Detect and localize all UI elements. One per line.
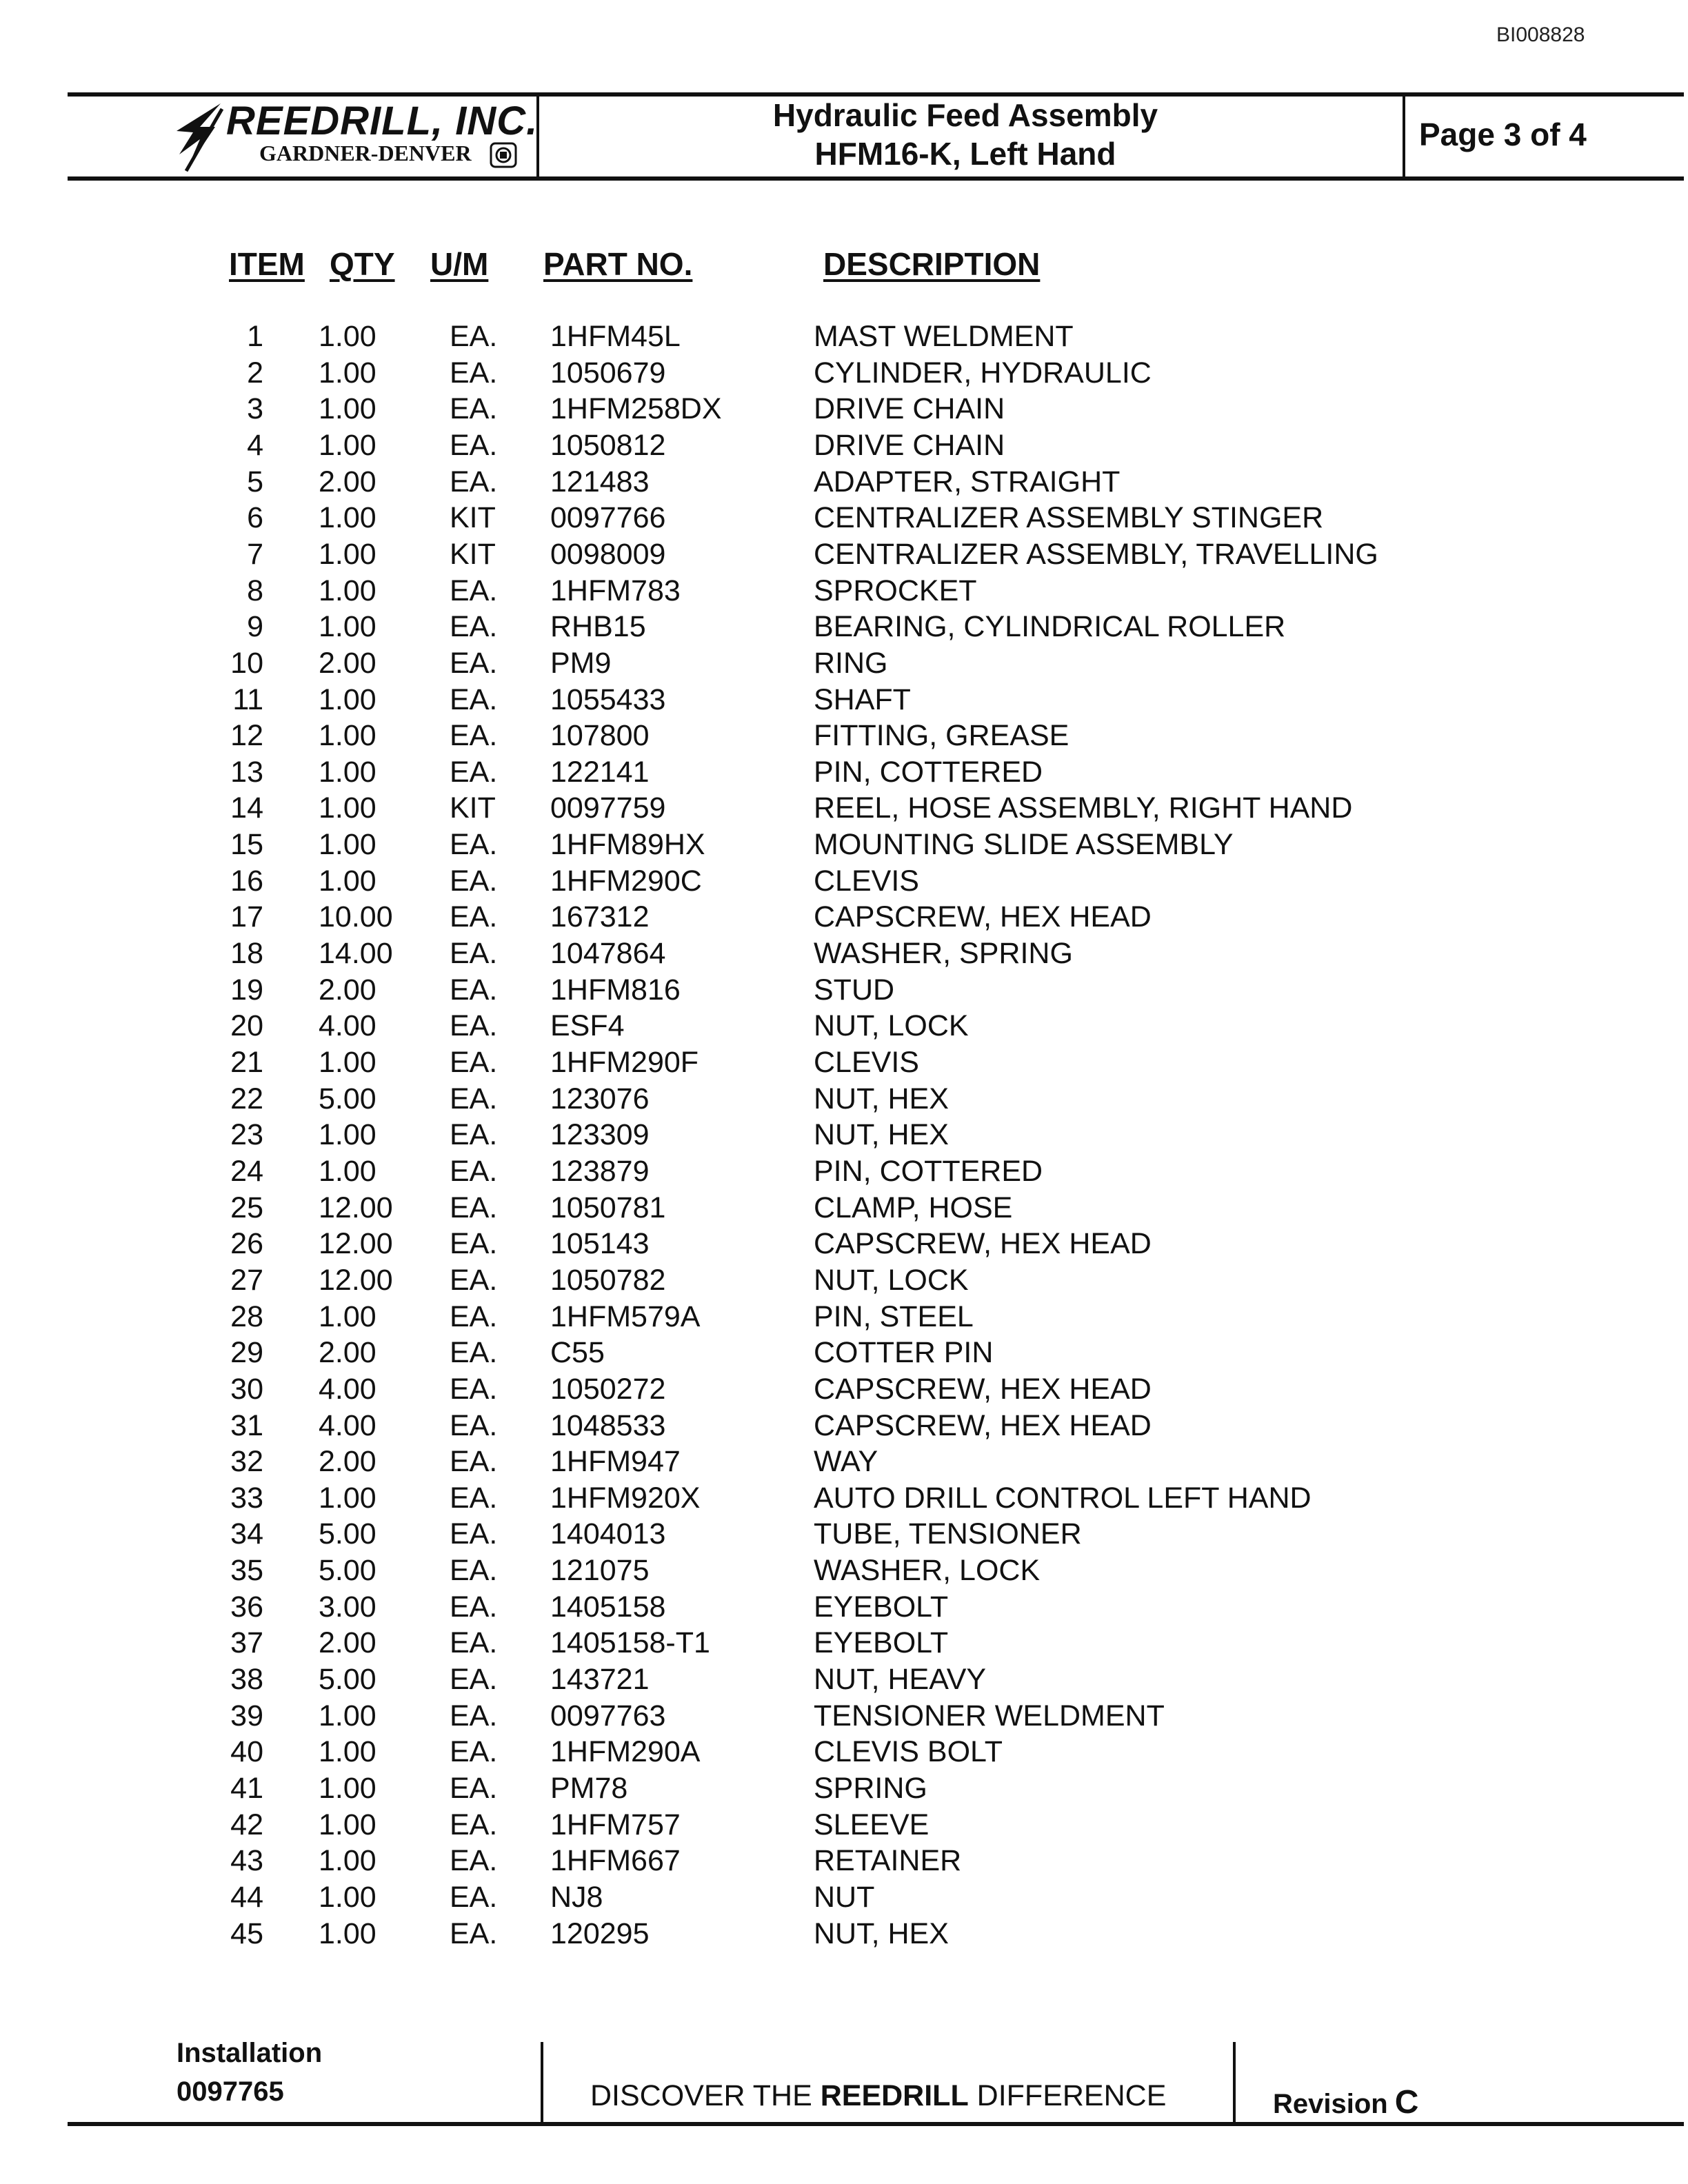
revision-label: Revision: [1273, 2089, 1388, 2119]
item-number: 16: [230, 865, 263, 898]
item-part-no: 123309: [550, 1118, 650, 1151]
item-number: 11: [232, 683, 263, 716]
item-um: EA.: [450, 610, 498, 643]
item-part-no: 121483: [550, 465, 650, 498]
item-description: CYLINDER, HYDRAULIC: [814, 356, 1152, 390]
item-part-no: RHB15: [550, 610, 646, 643]
item-number: 21: [230, 1046, 263, 1079]
item-number: 2: [247, 356, 263, 390]
item-part-no: 105143: [550, 1227, 650, 1260]
item-description: TUBE, TENSIONER: [814, 1517, 1082, 1550]
column-header-part-no: PART NO.: [543, 246, 693, 282]
item-number: 36: [230, 1590, 263, 1624]
item-qty: 2.00: [319, 647, 376, 680]
item-qty: 1.00: [319, 756, 376, 789]
table-row: [0, 1336, 1688, 1372]
table-row: [0, 1735, 1688, 1771]
table-row: [0, 683, 1688, 719]
table-row: [0, 647, 1688, 682]
item-description: WASHER, LOCK: [814, 1554, 1041, 1587]
item-qty: 1.00: [319, 1772, 376, 1805]
table-row: [0, 719, 1688, 755]
item-part-no: 1HFM816: [550, 973, 681, 1007]
item-um: EA.: [450, 828, 498, 861]
item-part-no: 1HFM290F: [550, 1046, 699, 1079]
footer-divider-right: [1233, 2042, 1236, 2122]
tagline-brand: REEDRILL: [820, 2079, 969, 2112]
table-row: [0, 1590, 1688, 1626]
item-qty: 1.00: [319, 1844, 376, 1877]
item-number: 33: [230, 1482, 263, 1515]
item-number: 18: [230, 937, 263, 970]
table-row: [0, 1699, 1688, 1735]
drill-bit-icon: [172, 99, 228, 174]
table-row: [0, 900, 1688, 936]
company-name: REEDRILL, INC.: [226, 99, 539, 143]
item-part-no: C55: [550, 1336, 605, 1369]
item-description: CENTRALIZER ASSEMBLY STINGER: [814, 501, 1324, 534]
title-line-2: HFM16-K, Left Hand: [814, 136, 1116, 172]
table-row: [0, 1046, 1688, 1082]
item-um: EA.: [450, 1554, 498, 1587]
column-header-item: ITEM: [229, 246, 305, 282]
item-number: 1: [247, 320, 263, 353]
item-description: ADAPTER, STRAIGHT: [814, 465, 1121, 498]
item-qty: 2.00: [319, 973, 376, 1007]
item-description: NUT: [814, 1881, 875, 1914]
item-description: CLEVIS: [814, 1046, 919, 1079]
item-qty: 1.00: [319, 1482, 376, 1515]
item-qty: 12.00: [319, 1191, 393, 1224]
item-qty: 1.00: [319, 1300, 376, 1333]
item-part-no: 1050679: [550, 356, 666, 390]
item-qty: 1.00: [319, 501, 376, 534]
item-number: 38: [230, 1663, 263, 1696]
company-subtitle: GARDNER-DENVER: [259, 141, 472, 165]
table-row: [0, 973, 1688, 1009]
item-part-no: ESF4: [550, 1009, 625, 1042]
table-row: [0, 1844, 1688, 1880]
item-um: EA.: [450, 1009, 498, 1042]
item-part-no: 1HFM258DX: [550, 392, 722, 425]
item-um: EA.: [450, 1881, 498, 1914]
item-qty: 5.00: [319, 1082, 376, 1115]
item-number: 24: [230, 1155, 263, 1188]
item-qty: 1.00: [319, 1735, 376, 1768]
item-part-no: 1HFM290A: [550, 1735, 701, 1768]
footer-divider-left: [541, 2042, 543, 2122]
item-um: EA.: [450, 683, 498, 716]
item-part-no: 1HFM579A: [550, 1300, 701, 1333]
item-part-no: 120295: [550, 1917, 650, 1950]
item-qty: 1.00: [319, 1699, 376, 1732]
item-number: 6: [247, 501, 263, 534]
item-description: FITTING, GREASE: [814, 719, 1069, 752]
item-description: SPROCKET: [814, 574, 977, 607]
item-part-no: 122141: [550, 756, 650, 789]
item-part-no: PM78: [550, 1772, 628, 1805]
item-um: EA.: [450, 320, 498, 353]
item-um: EA.: [450, 1663, 498, 1696]
item-part-no: 107800: [550, 719, 650, 752]
table-row: [0, 501, 1688, 537]
table-row: [0, 1409, 1688, 1445]
column-header-um: U/M: [430, 246, 489, 282]
item-number: 41: [230, 1772, 263, 1805]
item-number: 17: [230, 900, 263, 933]
item-qty: 4.00: [319, 1373, 376, 1406]
table-row: [0, 1155, 1688, 1191]
item-number: 28: [230, 1300, 263, 1333]
item-part-no: 0097759: [550, 791, 666, 825]
item-um: EA.: [450, 865, 498, 898]
gardner-denver-mark-icon: [490, 142, 517, 168]
header-bottom-rule: [68, 176, 1684, 181]
item-description: BEARING, CYLINDRICAL ROLLER: [814, 610, 1286, 643]
item-description: PIN, COTTERED: [814, 1155, 1043, 1188]
page-number: Page 3 of 4: [1419, 117, 1587, 152]
item-um: EA.: [450, 756, 498, 789]
item-number: 22: [230, 1082, 263, 1115]
table-row: [0, 828, 1688, 864]
item-um: EA.: [450, 1844, 498, 1877]
item-qty: 1.00: [319, 610, 376, 643]
item-um: EA.: [450, 1917, 498, 1950]
table-row: [0, 791, 1688, 827]
item-qty: 12.00: [319, 1227, 393, 1260]
table-row: [0, 574, 1688, 610]
item-part-no: 1HFM757: [550, 1808, 681, 1841]
item-qty: 5.00: [319, 1517, 376, 1550]
item-part-no: 167312: [550, 900, 650, 933]
table-row: [0, 1373, 1688, 1408]
footer-rule: [68, 2122, 1684, 2126]
tagline-pre: DISCOVER THE: [590, 2079, 821, 2112]
item-um: EA.: [450, 1808, 498, 1841]
item-qty: 1.00: [319, 538, 376, 571]
item-qty: 1.00: [319, 719, 376, 752]
item-description: RING: [814, 647, 888, 680]
item-qty: 5.00: [319, 1554, 376, 1587]
item-number: 9: [247, 610, 263, 643]
item-part-no: 1HFM920X: [550, 1482, 701, 1515]
item-um: EA.: [450, 1699, 498, 1732]
footer-tagline: [590, 2079, 1166, 2113]
item-qty: 1.00: [319, 1881, 376, 1914]
item-um: EA.: [450, 1482, 498, 1515]
item-description: AUTO DRILL CONTROL LEFT HAND: [814, 1482, 1312, 1515]
item-um: EA.: [450, 1373, 498, 1406]
item-qty: 1.00: [319, 791, 376, 825]
item-qty: 1.00: [319, 828, 376, 861]
item-description: DRIVE CHAIN: [814, 429, 1005, 462]
item-um: EA.: [450, 1626, 498, 1659]
item-qty: 2.00: [319, 465, 376, 498]
item-part-no: 1047864: [550, 937, 666, 970]
item-number: 31: [230, 1409, 263, 1442]
item-number: 45: [230, 1917, 263, 1950]
table-row: [0, 1227, 1688, 1263]
table-row: [0, 610, 1688, 646]
item-number: 39: [230, 1699, 263, 1732]
item-number: 14: [230, 791, 263, 825]
item-part-no: 1HFM45L: [550, 320, 681, 353]
item-qty: 1.00: [319, 429, 376, 462]
footer-installation-number: 0097765: [177, 2076, 284, 2107]
title-line-1: Hydraulic Feed Assembly: [772, 97, 1158, 133]
item-number: 8: [247, 574, 263, 607]
item-um: EA.: [450, 1409, 498, 1442]
item-um: EA.: [450, 356, 498, 390]
item-description: WASHER, SPRING: [814, 937, 1073, 970]
table-row: [0, 1264, 1688, 1300]
item-qty: 1.00: [319, 865, 376, 898]
item-part-no: 1048533: [550, 1409, 666, 1442]
item-description: STUD: [814, 973, 895, 1007]
item-um: EA.: [450, 1118, 498, 1151]
item-part-no: 1050812: [550, 429, 666, 462]
item-um: EA.: [450, 900, 498, 933]
item-qty: 3.00: [319, 1590, 376, 1624]
item-number: 29: [230, 1336, 263, 1369]
table-row: [0, 1554, 1688, 1590]
item-description: COTTER PIN: [814, 1336, 994, 1369]
item-qty: 1.00: [319, 320, 376, 353]
item-description: DRIVE CHAIN: [814, 392, 1005, 425]
item-number: 7: [247, 538, 263, 571]
item-number: 19: [230, 973, 263, 1007]
item-description: REEL, HOSE ASSEMBLY, RIGHT HAND: [814, 791, 1353, 825]
item-description: NUT, HEX: [814, 1118, 949, 1151]
item-um: EA.: [450, 1227, 498, 1260]
item-description: TENSIONER WELDMENT: [814, 1699, 1165, 1732]
item-part-no: 1HFM783: [550, 574, 681, 607]
item-part-no: 1404013: [550, 1517, 666, 1550]
item-part-no: 1HFM89HX: [550, 828, 705, 861]
item-um: EA.: [450, 1155, 498, 1188]
table-row: [0, 1626, 1688, 1662]
item-um: EA.: [450, 973, 498, 1007]
item-um: EA.: [450, 1082, 498, 1115]
item-number: 40: [230, 1735, 263, 1768]
item-number: 43: [230, 1844, 263, 1877]
revision-value: C: [1394, 2084, 1419, 2121]
item-um: EA.: [450, 1590, 498, 1624]
item-description: NUT, HEAVY: [814, 1663, 987, 1696]
item-qty: 5.00: [319, 1663, 376, 1696]
item-description: NUT, LOCK: [814, 1264, 969, 1297]
table-row: [0, 1881, 1688, 1917]
item-part-no: 121075: [550, 1554, 650, 1587]
item-description: EYEBOLT: [814, 1626, 949, 1659]
table-row: [0, 937, 1688, 973]
item-description: CAPSCREW, HEX HEAD: [814, 1373, 1152, 1406]
item-part-no: 0097763: [550, 1699, 666, 1732]
item-description: MAST WELDMENT: [814, 320, 1074, 353]
item-qty: 1.00: [319, 1917, 376, 1950]
item-um: EA.: [450, 429, 498, 462]
item-um: EA.: [450, 465, 498, 498]
item-qty: 1.00: [319, 392, 376, 425]
item-number: 34: [230, 1517, 263, 1550]
tagline-post: DIFFERENCE: [968, 2079, 1167, 2112]
item-qty: 12.00: [319, 1264, 393, 1297]
table-row: [0, 865, 1688, 900]
item-description: PIN, STEEL: [814, 1300, 974, 1333]
item-um: EA.: [450, 647, 498, 680]
item-qty: 1.00: [319, 356, 376, 390]
item-part-no: 1050272: [550, 1373, 666, 1406]
item-part-no: 0098009: [550, 538, 666, 571]
item-number: 32: [230, 1445, 263, 1478]
item-qty: 4.00: [319, 1009, 376, 1042]
table-row: [0, 1517, 1688, 1553]
table-row: [0, 1191, 1688, 1227]
item-number: 3: [247, 392, 263, 425]
item-description: CAPSCREW, HEX HEAD: [814, 1227, 1152, 1260]
table-row: [0, 1118, 1688, 1154]
item-part-no: NJ8: [550, 1881, 603, 1914]
item-description: EYEBOLT: [814, 1590, 949, 1624]
table-row: [0, 1917, 1688, 1953]
item-part-no: 1055433: [550, 683, 666, 716]
item-um: EA.: [450, 719, 498, 752]
column-header-description: DESCRIPTION: [823, 246, 1041, 282]
item-description: SHAFT: [814, 683, 911, 716]
item-qty: 1.00: [319, 1118, 376, 1151]
item-um: EA.: [450, 1517, 498, 1550]
item-part-no: 1HFM947: [550, 1445, 681, 1478]
document-title: [539, 97, 1391, 176]
item-description: CLEVIS BOLT: [814, 1735, 1003, 1768]
item-description: CLAMP, HOSE: [814, 1191, 1013, 1224]
item-number: 42: [230, 1808, 263, 1841]
item-description: WAY: [814, 1445, 878, 1478]
item-number: 20: [230, 1009, 263, 1042]
column-header-qty: QTY: [330, 246, 395, 282]
item-um: EA.: [450, 1046, 498, 1079]
revision: [1273, 2083, 1418, 2121]
item-um: EA.: [450, 574, 498, 607]
item-part-no: 123076: [550, 1082, 650, 1115]
item-um: EA.: [450, 392, 498, 425]
item-qty: 1.00: [319, 1155, 376, 1188]
item-qty: 2.00: [319, 1336, 376, 1369]
item-number: 4: [247, 429, 263, 462]
item-description: NUT, LOCK: [814, 1009, 969, 1042]
table-row: [0, 756, 1688, 791]
item-part-no: 143721: [550, 1663, 650, 1696]
item-qty: 4.00: [319, 1409, 376, 1442]
item-qty: 1.00: [319, 1808, 376, 1841]
table-row: [0, 1663, 1688, 1699]
item-number: 37: [230, 1626, 263, 1659]
item-number: 5: [247, 465, 263, 498]
item-um: EA.: [450, 1336, 498, 1369]
item-um: EA.: [450, 1300, 498, 1333]
item-um: EA.: [450, 1445, 498, 1478]
item-qty: 1.00: [319, 683, 376, 716]
item-part-no: 1HFM667: [550, 1844, 681, 1877]
item-number: 10: [230, 647, 263, 680]
item-description: SPRING: [814, 1772, 927, 1805]
item-description: PIN, COTTERED: [814, 756, 1043, 789]
item-part-no: 1HFM290C: [550, 865, 702, 898]
footer-installation-label: Installation: [177, 2038, 323, 2068]
table-row: [0, 320, 1688, 356]
header-divider-right: [1403, 97, 1405, 176]
item-number: 25: [230, 1191, 263, 1224]
item-qty: 1.00: [319, 1046, 376, 1079]
item-part-no: 123879: [550, 1155, 650, 1188]
item-description: SLEEVE: [814, 1808, 930, 1841]
item-description: CENTRALIZER ASSEMBLY, TRAVELLING: [814, 538, 1378, 571]
item-description: CAPSCREW, HEX HEAD: [814, 1409, 1152, 1442]
document-id: BI008828: [1496, 23, 1585, 46]
item-description: NUT, HEX: [814, 1082, 949, 1115]
item-part-no: 0097766: [550, 501, 666, 534]
item-description: NUT, HEX: [814, 1917, 949, 1950]
item-description: RETAINER: [814, 1844, 962, 1877]
table-row: [0, 1082, 1688, 1118]
item-um: EA.: [450, 1735, 498, 1768]
item-number: 23: [230, 1118, 263, 1151]
item-um: EA.: [450, 1264, 498, 1297]
item-number: 30: [230, 1373, 263, 1406]
table-row: [0, 1445, 1688, 1481]
item-description: CAPSCREW, HEX HEAD: [814, 900, 1152, 933]
table-row: [0, 1808, 1688, 1844]
item-part-no: PM9: [550, 647, 612, 680]
table-row: [0, 1482, 1688, 1517]
item-part-no: 1050781: [550, 1191, 666, 1224]
item-part-no: 1050782: [550, 1264, 666, 1297]
item-qty: 14.00: [319, 937, 393, 970]
item-part-no: 1405158-T1: [550, 1626, 710, 1659]
item-qty: 1.00: [319, 574, 376, 607]
item-um: EA.: [450, 1191, 498, 1224]
item-description: CLEVIS: [814, 865, 919, 898]
company-logo: [172, 97, 538, 176]
item-number: 35: [230, 1554, 263, 1587]
item-um: KIT: [450, 538, 496, 571]
item-number: 26: [230, 1227, 263, 1260]
item-part-no: 1405158: [550, 1590, 666, 1624]
item-number: 44: [230, 1881, 263, 1914]
table-row: [0, 1009, 1688, 1045]
item-qty: 2.00: [319, 1445, 376, 1478]
table-row: [0, 465, 1688, 501]
table-row: [0, 429, 1688, 465]
table-row: [0, 392, 1688, 428]
item-number: 15: [230, 828, 263, 861]
item-um: EA.: [450, 937, 498, 970]
item-number: 27: [230, 1264, 263, 1297]
item-qty: 2.00: [319, 1626, 376, 1659]
table-row: [0, 1772, 1688, 1808]
item-description: MOUNTING SLIDE ASSEMBLY: [814, 828, 1234, 861]
item-number: 13: [230, 756, 263, 789]
table-row: [0, 1300, 1688, 1336]
item-um: EA.: [450, 1772, 498, 1805]
table-row: [0, 356, 1688, 392]
item-qty: 10.00: [319, 900, 393, 933]
table-row: [0, 538, 1688, 574]
item-number: 12: [230, 719, 263, 752]
item-um: KIT: [450, 501, 496, 534]
item-um: KIT: [450, 791, 496, 825]
